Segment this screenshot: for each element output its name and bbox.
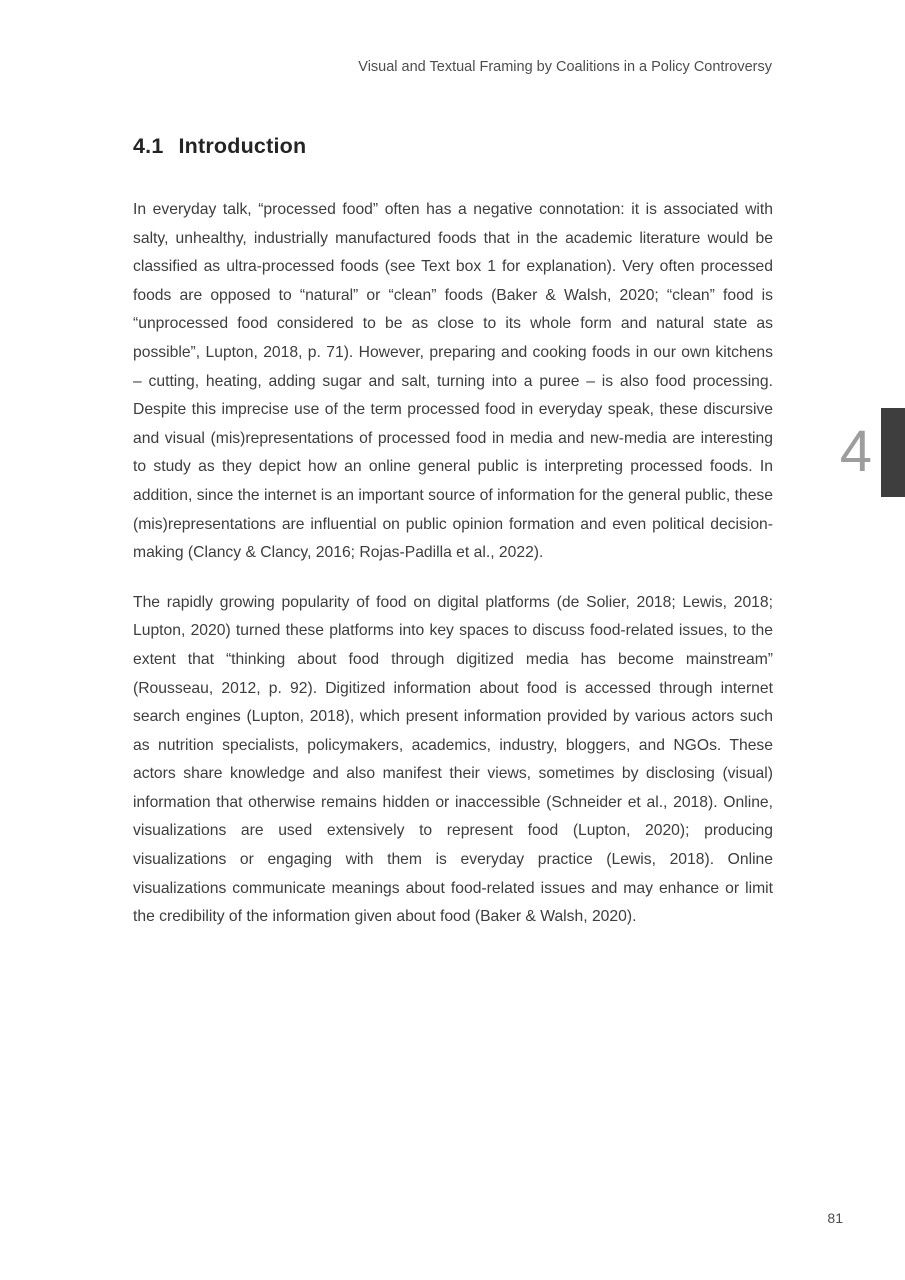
section-heading bbox=[133, 134, 306, 159]
paragraph-2: The rapidly growing popularity of food on digital platforms (de Solier, 2018; Lewis, 2018; Lupton, 2020) turned these platforms into key spaces to discuss food-related issues, to the extent that “thinking about food through digitized media has become mainstream” (Rousseau, 2012, p. 92). Digitized information about food is accessed through internet search engines (Lupton, 2018), which present information provided by various actors such as nutrition specialists, policymakers, academics, industry, bloggers, and NGOs. These actors share knowledge and also manifest their views, sometimes by disclosing (visual) information that otherwise remains hidden or inaccessible (Schneider et al., 2018). Online, visualizations are used extensively to represent food (Lupton, 2020); producing visualizations or engaging with them is everyday practice (Lewis, 2018). Online visualizations communicate meanings about food-related issues and may enhance or limit the credibility of the information given about food (Baker & Walsh, 2020). bbox=[133, 593, 773, 926]
running-header: Visual and Textual Framing by Coalitions in a Policy Controversy bbox=[358, 59, 772, 75]
paragraph-1: In everyday talk, “processed food” often has a negative connotation: it is associated with salty, unhealthy, industrially manufactured foods that in the academic literature would be classified as ultra-processed foods (see Text box 1 for explanation). Very often processed foods are opposed to “natural” or “clean” foods (Baker & Walsh, 2020; “clean” food is “unprocessed food considered to be as close to its whole form and natural state as possible”, Lupton, 2018, p. 71). However, preparing and cooking foods in our own kitchens – cutting, heating, adding sugar and salt, turning into a puree – is also food processing. Despite this imprecise use of the term processed food in everyday speak, these discursive and visual (mis)representations of processed food in media and new-media are interesting to study as they depict how an online general public is interpreting processed foods. In addition, since the internet is an important source of information for the general public, these (mis)representations are influential on public opinion formation and even political decision-making (Clancy & Clancy, 2016; Rojas-Padilla et al., 2022). bbox=[133, 201, 773, 562]
section-title: Introduction bbox=[178, 134, 307, 158]
body-text bbox=[133, 196, 773, 953]
section-number: 4.1 bbox=[133, 134, 164, 158]
chapter-tab-marker bbox=[881, 408, 905, 497]
chapter-number: 4 bbox=[839, 419, 872, 484]
page-number: 81 bbox=[827, 1210, 843, 1226]
